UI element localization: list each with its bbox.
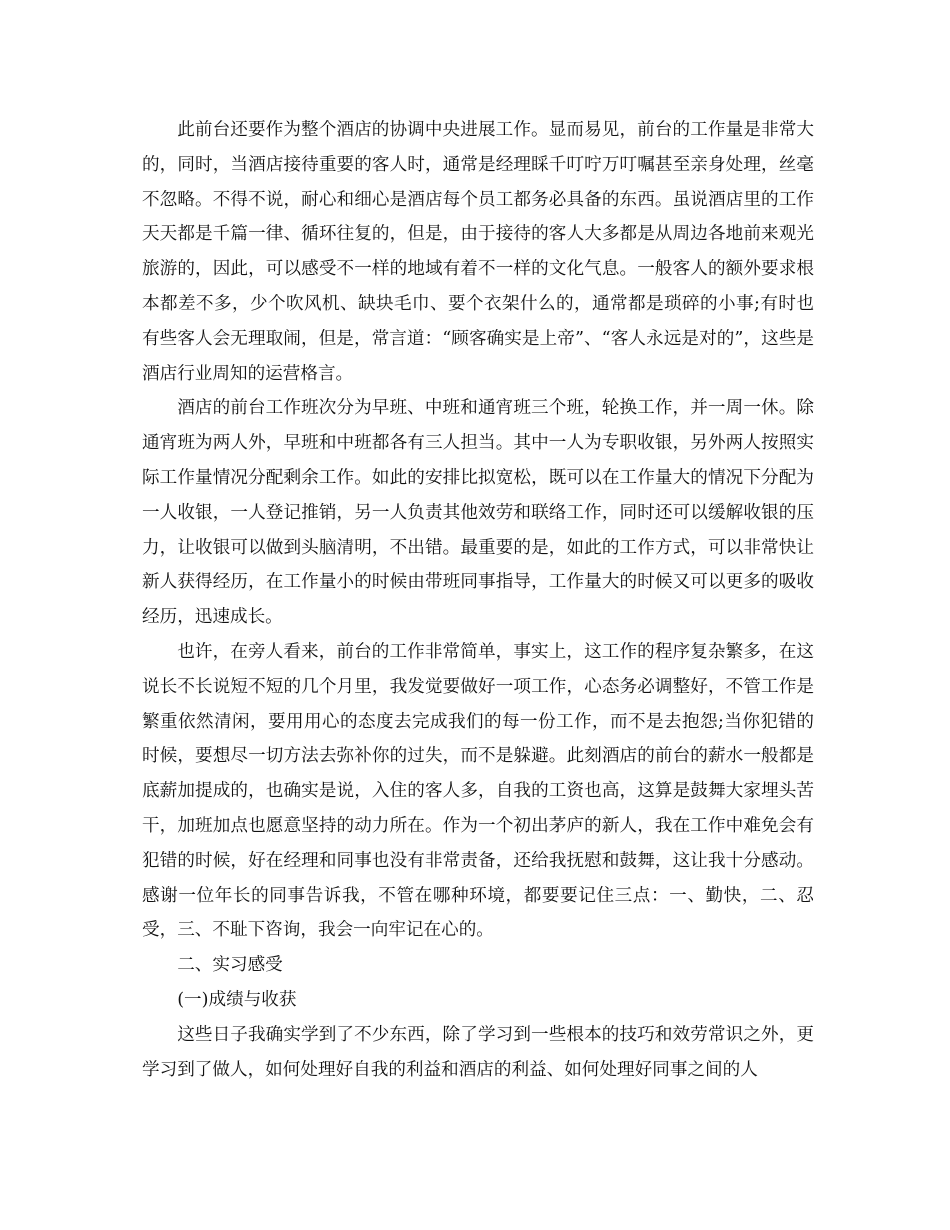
paragraph-shift-schedule: 酒店的前台工作班次分为早班、中班和通宵班三个班，轮换工作，并一周一休。除通宵班为两人外，早班和中班都各有三人担当。其中一人为专职收银，另外两人按照实际工作量情况分配剩余工作。如此的安排比拟宽松，既可以在工作量大的情况下分配为一人收银，一人登记推销，另一人负责其他效劳和联络工作，同时还可以缓解收银的压力，让收银可以做到头脑清明，不出错。最重要的是，如此的工作方式，可以非常快让新人获得经历，在工作量小的时候由带班同事指导，工作量大的时候又可以更多的吸收经历，迅速成长。 [142, 398, 814, 628]
subsection-heading-achievements: (一)成绩与收获 [177, 989, 297, 1010]
paragraph-work-attitude: 也许，在旁人看来，前台的工作非常简单，事实上，这工作的程序复杂繁多，在这说长不长说短不短的几个月里，我发觉要做好一项工作，心态务必调整好，不管工作是繁重依然清闲，要用用心的态度去完成我们的每一份工作，而不是去抱怨;当你犯错的时候，要想尽一切方法去弥补你的过失，而不是躲避。此刻酒店的前台的薪水一般都是底薪加提成的，也确实是说，入住的客人多，自我的工资也高，这算是鼓舞大家埋头苦干，加班加点也愿意坚持的动力所在。作为一个初出茅庐的新人，我在工作中难免会有犯错的时候，好在经理和同事也没有非常责备，还给我抚慰和鼓舞，这让我十分感动。感谢一位年长的同事告诉我，不管在哪种环境，都要要记住三点：一、勤快，二、忍受，三、不耻下咨询，我会一向牢记在心的。 [142, 641, 814, 941]
section-heading-internship-feelings: 二、实习感受 [177, 955, 283, 976]
paragraph-front-desk-duties: 此前台还要作为整个酒店的协调中央进展工作。显而易见，前台的工作量是非常大的，同时，当酒店接待重要的客人时，通常是经理睬千叮咛万叮嘱甚至亲身处理，丝毫不忽略。不得不说，耐心和细心是酒店每个员工都务必具备的东西。虽说酒店里的工作天天都是千篇一律、循环往复的，但是，由于接待的客人大多都是从周边各地前来观光旅游的，因此，可以感受不一样的地域有着不一样的文化气息。一般客人的额外要求根本都差不多，少个吹风机、缺块毛巾、要个衣架什么的，通常都是琐碎的小事;有时也有些客人会无理取闹，但是，常言道：“顾客确实是上帝”、“客人永远是对的”，这些是酒店行业周知的运营格言。 [142, 120, 814, 384]
document-body [142, 113, 814, 1087]
paragraph-learnings: 这些日子我确实学到了不少东西，除了学习到一些根本的技巧和效劳常识之外，更学习到了做人，如何处理好自我的利益和酒店的利益、如何处理好同事之间的人 [142, 1024, 814, 1080]
